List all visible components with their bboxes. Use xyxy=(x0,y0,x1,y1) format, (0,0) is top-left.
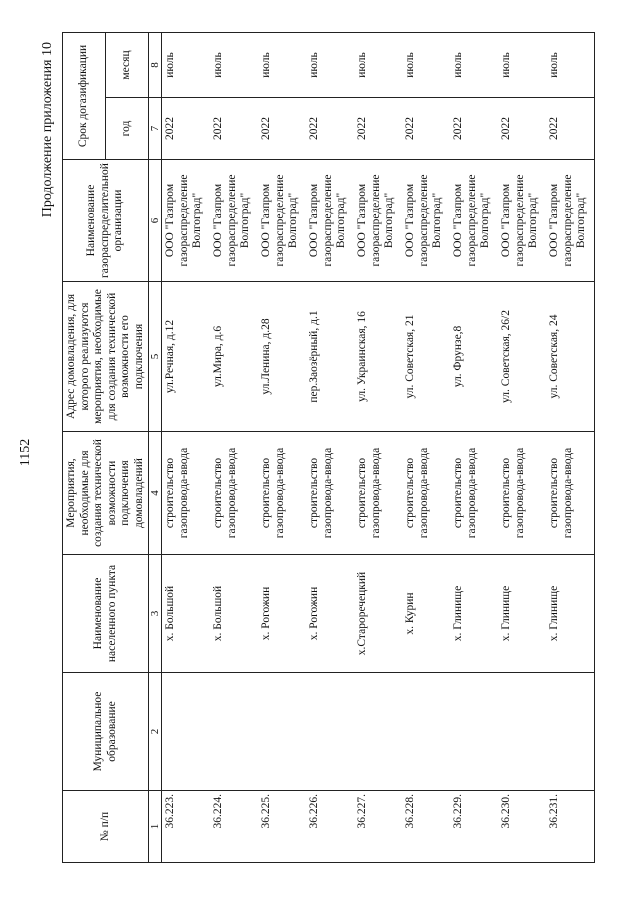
municipality-cell xyxy=(306,673,354,791)
header-num: № п/п xyxy=(63,791,149,863)
table-body xyxy=(149,33,595,863)
header-row xyxy=(63,33,106,863)
header-deadline: Срок догазификации xyxy=(63,33,106,160)
table-row xyxy=(498,33,546,863)
header-measures: Мероприятия, необходимые для создания технической возможности подключения домовладений xyxy=(63,432,149,555)
table-row xyxy=(162,33,211,863)
month-cell: июль xyxy=(162,33,211,98)
address-cell: ул. Украинская, 16 xyxy=(354,282,402,432)
row-number: 36.227. xyxy=(354,791,402,863)
column-number-row xyxy=(149,33,162,863)
year-cell: 2022 xyxy=(210,98,258,160)
column-number: 5 xyxy=(149,282,162,432)
row-number: 36.228. xyxy=(402,791,450,863)
measure-cell: строительство газопровода-ввода xyxy=(306,432,354,555)
month-cell: июль xyxy=(450,33,498,98)
settlement-cell: х.Староречецкий xyxy=(354,555,402,673)
settlement-cell: х. Курин xyxy=(402,555,450,673)
appendix-note: Продолжение приложения 10 xyxy=(40,42,55,218)
table-row xyxy=(354,33,402,863)
table-row xyxy=(450,33,498,863)
org-cell: ООО "Газпром газораспределение Волгоград" xyxy=(162,160,211,282)
month-cell: июль xyxy=(498,33,546,98)
year-cell: 2022 xyxy=(450,98,498,160)
measure-cell: строительство газопровода-ввода xyxy=(498,432,546,555)
org-cell: ООО "Газпром газораспределение Волгоград" xyxy=(306,160,354,282)
address-cell: ул.Ленина, д.28 xyxy=(258,282,306,432)
measure-cell: строительство газопровода-ввода xyxy=(354,432,402,555)
row-number: 36.231. xyxy=(546,791,595,863)
month-cell: июль xyxy=(354,33,402,98)
month-cell: июль xyxy=(402,33,450,98)
municipality-cell xyxy=(354,673,402,791)
org-cell: ООО "Газпром газораспределение Волгоград" xyxy=(402,160,450,282)
municipality-cell xyxy=(162,673,211,791)
year-cell: 2022 xyxy=(402,98,450,160)
year-cell: 2022 xyxy=(306,98,354,160)
settlement-cell: х. Большой xyxy=(162,555,211,673)
address-cell: ул. Фрунзе,8 xyxy=(450,282,498,432)
org-cell: ООО "Газпром газораспределение Волгоград" xyxy=(498,160,546,282)
year-cell: 2022 xyxy=(162,98,211,160)
year-cell: 2022 xyxy=(546,98,595,160)
row-number: 36.224. xyxy=(210,791,258,863)
row-number: 36.225. xyxy=(258,791,306,863)
year-cell: 2022 xyxy=(258,98,306,160)
measure-cell: строительство газопровода-ввода xyxy=(258,432,306,555)
settlement-cell: х. Рогожин xyxy=(306,555,354,673)
municipality-cell xyxy=(498,673,546,791)
measure-cell: строительство газопровода-ввода xyxy=(402,432,450,555)
org-cell: ООО "Газпром газораспределение Волгоград" xyxy=(258,160,306,282)
page-number: 1152 xyxy=(18,438,33,467)
org-cell: ООО "Газпром газораспределение Волгоград" xyxy=(546,160,595,282)
column-number: 1 xyxy=(149,791,162,863)
municipality-cell xyxy=(402,673,450,791)
org-cell: ООО "Газпром газораспределение Волгоград" xyxy=(354,160,402,282)
address-cell: ул. Советская, 26/2 xyxy=(498,282,546,432)
address-cell: ул.Речная, д.12 xyxy=(162,282,211,432)
year-cell: 2022 xyxy=(498,98,546,160)
settlement-cell: х. Рогожин xyxy=(258,555,306,673)
row-number: 36.229. xyxy=(450,791,498,863)
month-cell: июль xyxy=(306,33,354,98)
table-row xyxy=(258,33,306,863)
header-municipality: Муниципальное образование xyxy=(63,673,149,791)
month-cell: июль xyxy=(258,33,306,98)
row-number: 36.226. xyxy=(306,791,354,863)
year-cell: 2022 xyxy=(354,98,402,160)
column-number: 3 xyxy=(149,555,162,673)
measure-cell: строительство газопровода-ввода xyxy=(546,432,595,555)
municipality-cell xyxy=(546,673,595,791)
settlement-cell: х. Глинище xyxy=(450,555,498,673)
month-cell: июль xyxy=(210,33,258,98)
column-number: 8 xyxy=(149,33,162,98)
column-number: 6 xyxy=(149,160,162,282)
header-address: Адрес домовладения, для которого реализуются мероприятия, необходимые для создания технической возможности его подключения xyxy=(63,282,149,432)
column-number: 2 xyxy=(149,673,162,791)
header-year: год xyxy=(106,98,149,160)
settlement-cell: х. Глинище xyxy=(546,555,595,673)
address-cell: ул.Мира, д.6 xyxy=(210,282,258,432)
table-row xyxy=(210,33,258,863)
column-number: 7 xyxy=(149,98,162,160)
table-row xyxy=(546,33,595,863)
municipality-cell xyxy=(258,673,306,791)
measure-cell: строительство газопровода-ввода xyxy=(450,432,498,555)
municipality-cell xyxy=(450,673,498,791)
org-cell: ООО "Газпром газораспределение Волгоград" xyxy=(450,160,498,282)
row-number: 36.230. xyxy=(498,791,546,863)
address-cell: ул. Советская, 21 xyxy=(402,282,450,432)
measure-cell: строительство газопровода-ввода xyxy=(210,432,258,555)
municipality-cell xyxy=(210,673,258,791)
row-number: 36.223. xyxy=(162,791,211,863)
settlement-cell: х. Большой xyxy=(210,555,258,673)
column-number: 4 xyxy=(149,432,162,555)
measure-cell: строительство газопровода-ввода xyxy=(162,432,211,555)
header-month: месяц xyxy=(106,33,149,98)
table-row xyxy=(402,33,450,863)
address-cell: пер.Заозёрный, д.1 xyxy=(306,282,354,432)
table-row xyxy=(306,33,354,863)
settlement-cell: х. Глинище xyxy=(498,555,546,673)
org-cell: ООО "Газпром газораспределение Волгоград" xyxy=(210,160,258,282)
address-cell: ул. Советская, 24 xyxy=(546,282,595,432)
header-org: Наименование газораспределительной организации xyxy=(63,160,149,282)
month-cell: июль xyxy=(546,33,595,98)
header-settlement: Наименование населенного пункта xyxy=(63,555,149,673)
gasification-table xyxy=(62,32,595,863)
